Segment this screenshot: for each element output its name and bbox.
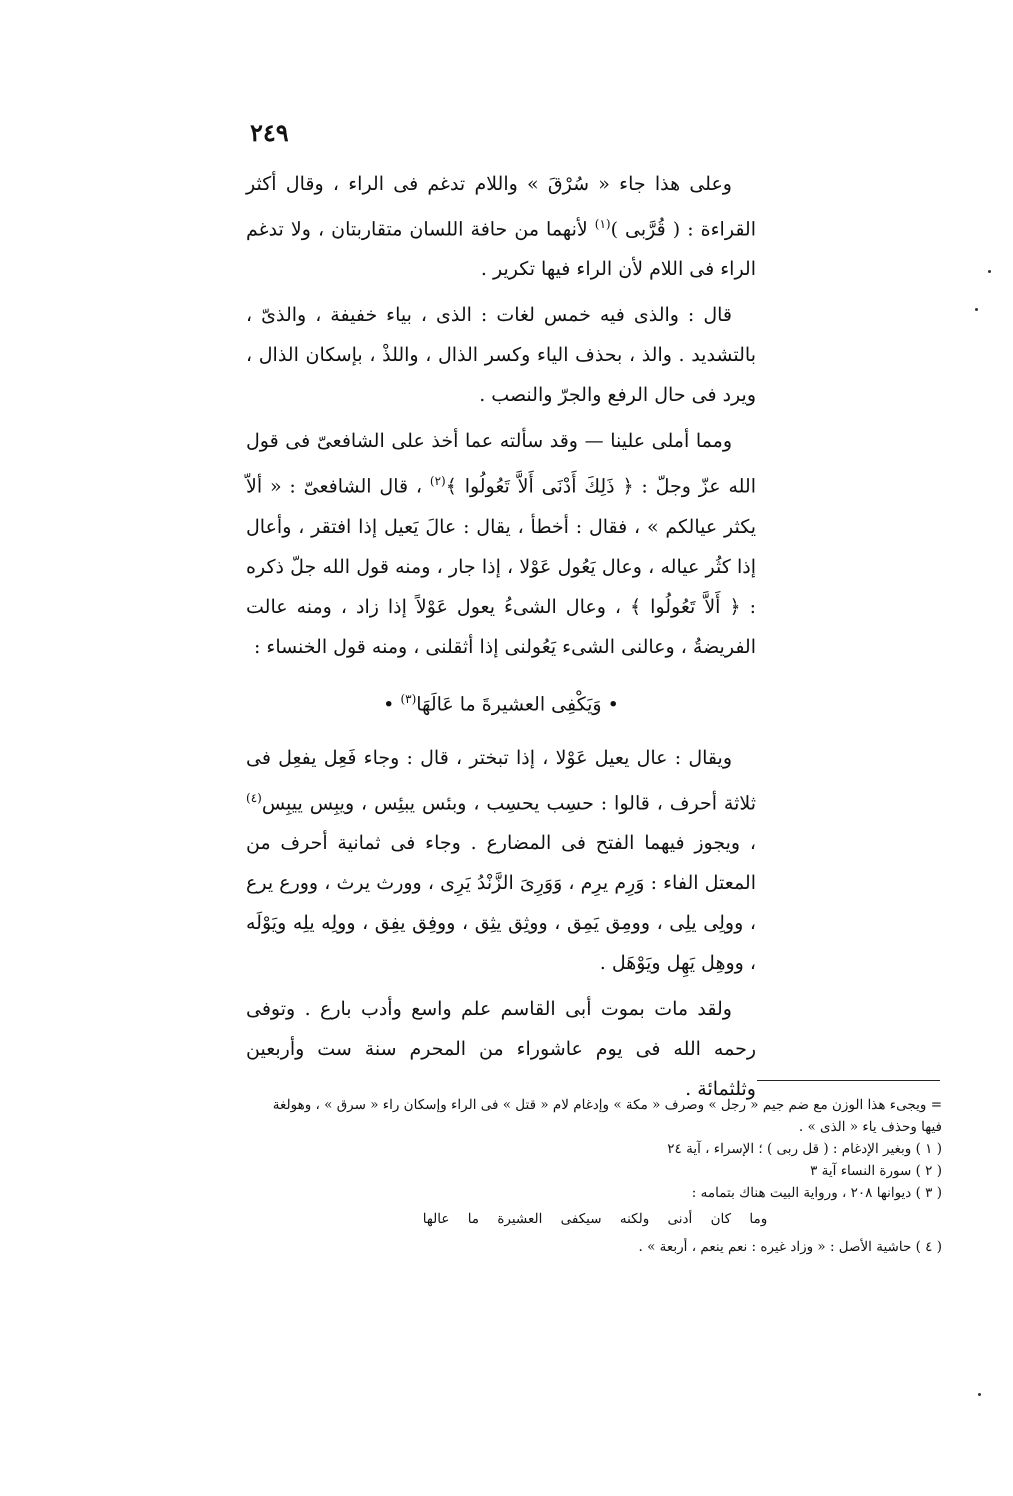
footnote-1: ( ١ ) وبغير الإدغام : ( قل ربى ) ؛ الإسراء ، آية ٢٤ xyxy=(667,1141,942,1157)
page-number: ٢٤٩ xyxy=(250,118,289,147)
paragraph-2: قال : والذى فيه خمس لغات : الذى ، بياء خفيفة ، والذىّ ، بالتشديد . والذ ، بحذف الياء وكسر الذال ، واللذْ ، بإسكان الذال ، ويرد فى حال الرفع والجرّ والنصب . xyxy=(246,304,756,407)
paragraph-1-rest: لأنهما من حافة اللسان متقاربتان ، ولا تدغم الراء فى اللام لأن الراء فيها تكرير . xyxy=(246,218,756,281)
verse-end-mark: • xyxy=(383,692,395,715)
paragraph-5: ولقد مات بموت أبى القاسم علم واسع وأدب بارع . وتوفى رحمه الله فى يوم عاشوراء من المحرم سنة ست وأربعين وثلثمائة . xyxy=(246,998,756,1101)
paragraph-1-text: وعلى هذا جاء « سُرْقَ » واللام تدغم فى الراء ، وقال أكثر القراءة : ( قُرَّبى ) xyxy=(246,173,756,241)
paragraph-4-rest: ، ويجوز فيهما الفتح فى المضارع . xyxy=(470,832,757,855)
footnote-ref-1: (١) xyxy=(594,217,611,231)
footnote-divider xyxy=(757,1080,940,1081)
footnotes xyxy=(248,1094,942,1258)
scan-speck xyxy=(975,308,978,311)
footnote-2: ( ٢ ) سورة النساء آية ٣ xyxy=(810,1163,942,1179)
footnote-4: ( ٤ ) حاشية الأصل : « وزاد غيره : نعم ينعم ، أربعة » . xyxy=(638,1239,942,1255)
paragraph-4-continuation: وجاء فى ثمانية أحرف من المعتل الفاء : وَرِم يرِم ، وَوَرِىَ الزَّنْدُ يَرِى ، وورث يرث ، وورع يرع ، وولِى يلِى ، وومِق يَمِق ، ووثِق يثِق ، ووفِق يفِق ، وولِه يلِه ويَوْلَه ، ووهِل يَهِل ويَوْهَل . xyxy=(246,832,756,975)
verse-text: • وَيَكْفِى العشيرةَ ما عَالَهَا xyxy=(416,692,619,715)
scan-speck xyxy=(978,1393,981,1396)
footnote-3-verse: وما كان أدنى ولكنه سيكفى العشيرة ما عالها xyxy=(422,1211,768,1227)
poetry-verse xyxy=(246,679,756,724)
paragraph-4-text: ويقال : عال يعيل عَوْلا ، إذا تبختر ، قال : وجاء فَعِل يفعِل فى ثلاثة أحرف ، قالوا : حسِب يحسِب ، وبئس يبئِس ، ويبِس ييبِس xyxy=(246,746,756,815)
footnote-ref-4: (٤) xyxy=(246,790,262,805)
paragraph-3-text: ومما أملى علينا — وقد سألته عما أخذ على الشافعىّ فى قول الله عزّ وجلّ : ﴿ ذَلِكَ أَدْنَى أَلاَّ تَعُولُوا ﴾ xyxy=(246,430,757,498)
footnote-continuation: = ويجىء هذا الوزن مع ضم جيم « رجل » وصرف « مكة » وإدغام لام « قتل » فى الراء وإسكان راء « سرق » ، وهولغة فيها وحذف ياء « الذى » . xyxy=(272,1097,942,1135)
paragraph-3 xyxy=(246,421,756,666)
main-text xyxy=(246,164,756,1115)
footnote-ref-2: (٢) xyxy=(429,474,446,489)
paragraph-1 xyxy=(246,164,756,289)
footnote-3: ( ٣ ) ديوانها ٢٠٨ ، ورواية البيت هناك بتمامه : xyxy=(691,1185,942,1201)
paragraph-4 xyxy=(246,738,756,983)
footnote-ref-3: (٣) xyxy=(400,691,417,706)
scan-speck xyxy=(988,270,991,273)
paragraph-3-rest: ، قال الشافعىّ : « ألاّ يكثر عيالكم » ، فقال : أخطأ ، يقال : عالَ يَعيل إذا افتقر ، وأعال إذا كثُر عياله ، وعال يَعُول عَوْلا ، إذا جار ، ومنه قول الله جلّ ذكره : ﴿ أَلاَّ تَعُولُوا ﴾ ، وعال الشىءُ يعول عَوْلاً إذا زاد ، ومنه عالت الفريضةُ ، وعالنى الشىء يَعُولنى إذا أثقلنى ، ومنه قول الخنساء : xyxy=(246,475,756,658)
